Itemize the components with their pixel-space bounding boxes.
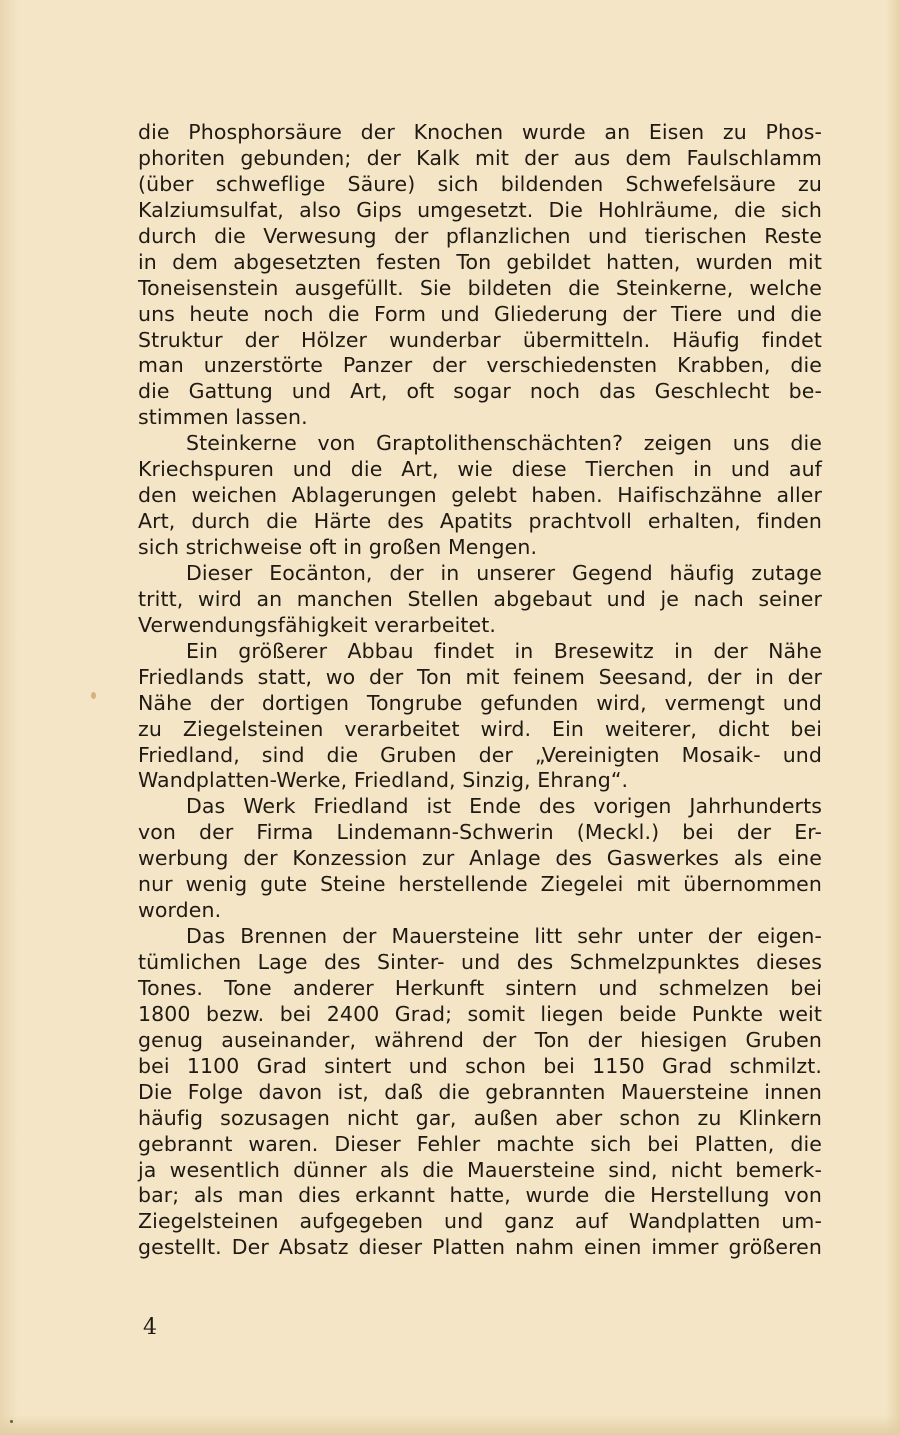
text-line: (über schweflige Säure) sich bildenden Schwefelsäure zu (138, 171, 822, 196)
text-line: zu Ziegelsteinen verarbeitet wird. Ein weiterer, dicht bei (138, 716, 822, 741)
body-text (138, 120, 822, 1261)
paper-speck (10, 1420, 13, 1423)
text-line: Wandplatten-Werke, Friedland, Sinzig, Ehrang“. (138, 768, 629, 793)
text-line: Dieser Eocänton, der in unserer Gegend häufig zutage (186, 560, 822, 585)
text-line: Tones. Tone anderer Herkunft sintern und schmelzen bei (138, 975, 822, 1000)
text-line: bar; als man dies erkannt hatte, wurde die Herstellung von (138, 1183, 822, 1208)
text-line: Ein größerer Abbau findet in Bresewitz in der Nähe (186, 638, 822, 663)
text-line: Das Werk Friedland ist Ende des vorigen Jahrhunderts (186, 794, 822, 819)
text-line: die Phosphorsäure der Knochen wurde an Eisen zu Phos- (138, 120, 822, 144)
text-line: 1800 bezw. bei 2400 Grad; somit liegen beide Punkte weit (138, 1001, 822, 1026)
text-line: man unzerstörte Panzer der verschiedensten Krabben, die (138, 353, 822, 378)
text-line: worden. (138, 898, 222, 923)
text-line: Verwendungsfähigkeit verarbeitet. (138, 612, 497, 637)
text-line: von der Firma Lindemann-Schwerin (Meckl.) bei der Er- (138, 820, 822, 845)
text-line: ja wesentlich dünner als die Mauersteine sind, nicht bemerk- (138, 1157, 822, 1182)
text-line: häufig sozusagen nicht gar, außen aber schon zu Klinkern (138, 1105, 822, 1130)
text-line: gebrannt waren. Dieser Fehler machte sich bei Platten, die (138, 1131, 822, 1156)
text-line: tümlichen Lage des Sinter- und des Schmelzpunktes dieses (138, 950, 822, 974)
text-line: Kalziumsulfat, also Gips umgesetzt. Die Hohlräume, die sich (138, 197, 822, 222)
text-line: genug auseinander, während der Ton der hiesigen Gruben (138, 1027, 822, 1052)
page-edge-shadow (0, 0, 18, 1435)
text-line: stimmen lassen. (138, 405, 308, 430)
text-line: Steinkerne von Graptolithenschächten? zeigen uns die (186, 431, 822, 456)
text-line: Toneisenstein ausgefüllt. Sie bildeten die Steinkerne, welche (138, 275, 822, 300)
text-line: werbung der Konzession zur Anlage des Gaswerkes als eine (138, 846, 822, 871)
text-line: durch die Verwesung der pflanzlichen und tierischen Reste (138, 223, 822, 248)
text-line: bei 1100 Grad sintert und schon bei 1150 Grad schmilzt. (138, 1053, 822, 1078)
text-line: Art, durch die Härte des Apatits prachtvoll erhalten, finden (138, 509, 822, 534)
text-line: nur wenig gute Steine herstellende Ziegelei mit übernommen (138, 872, 822, 897)
page-number: 4 (143, 1315, 157, 1340)
text-line: Kriechspuren und die Art, wie diese Tierchen in und auf (138, 457, 822, 482)
text-line: tritt, wird an manchen Stellen abgebaut und je nach seiner (138, 586, 822, 611)
text-line: den weichen Ablagerungen gelebt haben. Haifischzähne aller (138, 483, 822, 508)
page-edge-shadow-right (886, 0, 900, 1435)
text-line: phoriten gebunden; der Kalk mit der aus dem Faulschlamm (138, 145, 822, 170)
paper-speck (91, 692, 96, 699)
text-line: Friedland, sind die Gruben der „Vereinigten Mosaik- und (138, 742, 822, 767)
text-line: Nähe der dortigen Tongrube gefunden wird, vermengt und (138, 690, 822, 715)
text-line: Die Folge davon ist, daß die gebrannten Mauersteine innen (138, 1079, 822, 1104)
text-line: uns heute noch die Form und Gliederung der Tiere und die (138, 301, 822, 326)
text-line: Struktur der Hölzer wunderbar übermitteln. Häufig findet (138, 327, 822, 352)
page-edge-shadow-bottom (0, 1415, 900, 1435)
text-line: Friedlands statt, wo der Ton mit feinem Seesand, der in der (138, 664, 822, 689)
text-line: Ziegelsteinen aufgegeben und ganz auf Wandplatten um- (138, 1209, 822, 1234)
text-line: sich strichweise oft in großen Mengen. (138, 535, 538, 559)
text-line: gestellt. Der Absatz dieser Platten nahm einen immer größeren (138, 1235, 822, 1260)
text-line: Das Brennen der Mauersteine litt sehr unter der eigen- (186, 924, 822, 949)
text-line: in dem abgesetzten festen Ton gebildet hatten, wurden mit (138, 249, 822, 274)
text-line: die Gattung und Art, oft sogar noch das Geschlecht be- (138, 379, 822, 404)
